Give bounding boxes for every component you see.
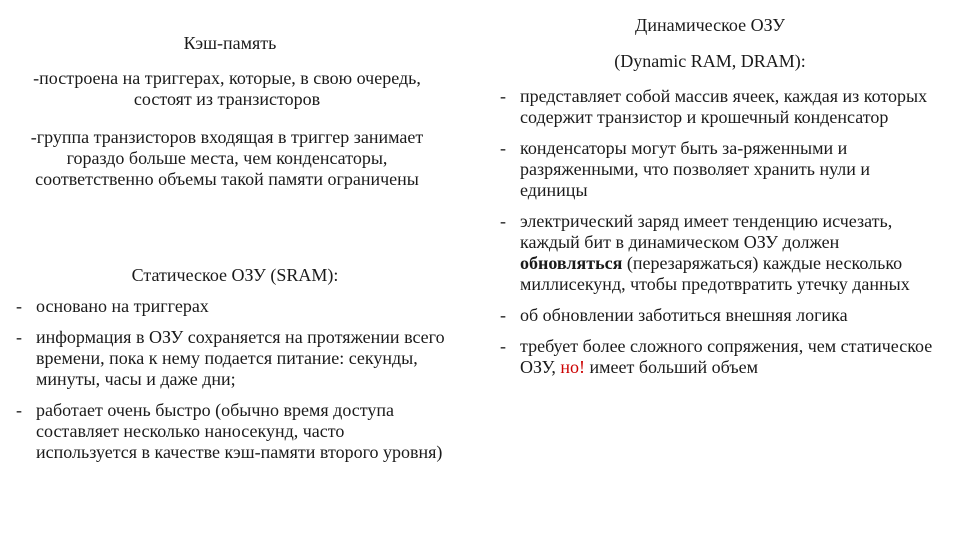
dram-item-5-pre: требует более сложного сопряжения, чем статическое ОЗУ, <box>520 336 933 377</box>
dram-item-3-post: (перезаряжаться) каждые несколько миллисекунд, чтобы предотвратить утечку данных <box>520 253 910 294</box>
dram-list <box>500 86 940 388</box>
sram-item-text: основано на триггерах <box>36 296 209 316</box>
list-item <box>16 327 446 390</box>
bullet-dash: - <box>16 327 22 347</box>
dram-item-text: представляет собой массив ячеек, каждая из которых содержит транзистор и крошечный конденсатор <box>520 86 928 127</box>
dram-title-line-2: (Dynamic RAM, DRAM): <box>614 51 806 71</box>
bullet-dash: - <box>500 86 506 106</box>
bullet-dash: - <box>500 336 506 356</box>
cache-paragraph-1: -построена на триггерах, которые, в свою очередь, состоят из транзисторов <box>33 68 421 109</box>
list-item <box>500 86 940 128</box>
list-item <box>16 296 446 317</box>
dram-item-text <box>520 336 932 377</box>
list-item <box>16 400 446 463</box>
bullet-dash: - <box>16 400 22 420</box>
list-item <box>500 211 940 295</box>
dram-title-line-1: Динамическое ОЗУ <box>635 15 785 35</box>
dram-item-5-red: но! <box>560 357 586 377</box>
sram-item-text: информация в ОЗУ сохраняется на протяжении всего времени, пока к нему подается питание: секунды, минуты, часы и даже дни; <box>36 327 445 389</box>
bullet-dash: - <box>16 296 22 316</box>
dram-item-5-post: имеет больший объем <box>585 357 759 377</box>
list-item <box>500 336 940 378</box>
cache-memory-title: Кэш-память <box>183 33 277 53</box>
list-item <box>500 305 940 326</box>
list-item <box>500 138 940 201</box>
dram-item-3-pre: электрический заряд имеет тенденцию исчезать, каждый бит в динамическом ОЗУ должен <box>520 211 893 252</box>
cache-paragraph-2: -группа транзисторов входящая в триггер занимает гораздо больше места, чем конденсаторы, соответственно объемы такой памяти ограничены <box>30 127 424 189</box>
dram-item-text <box>520 211 910 294</box>
dram-item-3-bold: обновляться <box>520 253 623 273</box>
bullet-dash: - <box>500 211 506 231</box>
dram-item-text: конденсаторы могут быть за-ряженными и разряженными, что позволяет хранить нули и единицы <box>520 138 871 200</box>
sram-item-text: работает очень быстро (обычно время доступа составляет несколько наносекунд, часто используется в качестве кэш-памяти второго уровня) <box>36 400 443 462</box>
sram-title: Статическое ОЗУ (SRAM): <box>131 265 339 285</box>
dram-item-text: об обновлении заботиться внешняя логика <box>520 305 848 325</box>
bullet-dash: - <box>500 138 506 158</box>
bullet-dash: - <box>500 305 506 325</box>
sram-list <box>16 296 446 473</box>
